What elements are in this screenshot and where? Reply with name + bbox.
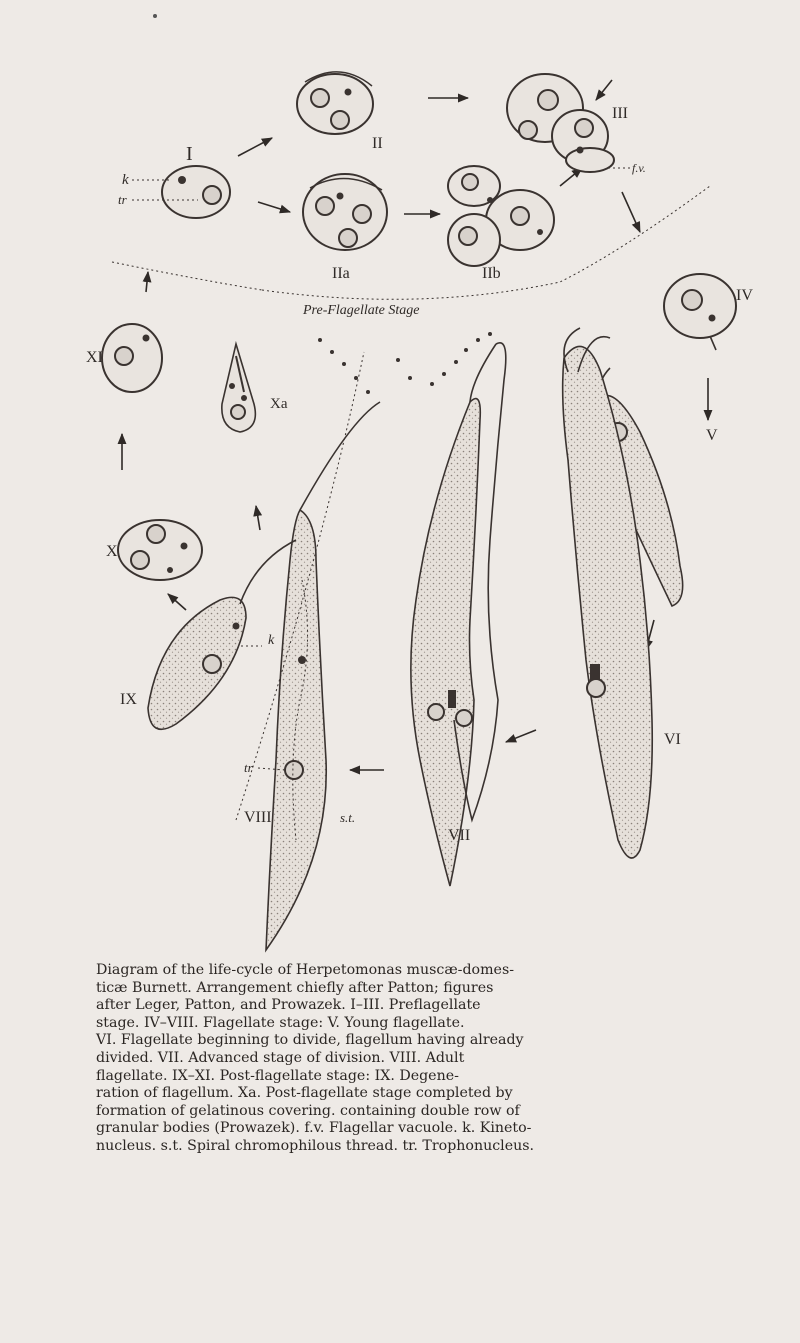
stage-iv-cell <box>664 274 736 350</box>
caption-line: Diagram of the life-cycle of Herpetomonas muscæ-domes- <box>96 962 515 978</box>
label-iii: III <box>612 105 628 122</box>
label-k-mid: k <box>268 633 275 648</box>
label-pre-flagellate: Pre-Flagellate Stage <box>303 303 420 318</box>
label-st: s.t. <box>340 810 356 825</box>
caption-line: nucleus. s.t. Spiral chromophilous thread. tr. Trophonucleus. <box>96 1137 535 1154</box>
caption-line: ticæ Burnett. Arrangement chiefly after Patton; figures <box>96 979 494 996</box>
stage-vii-flagellate <box>411 343 506 886</box>
stage-xi-cell <box>102 324 162 392</box>
caption-line: flagellate. IX–XI. Post-flagellate stage: IX. Degene- <box>96 1067 459 1084</box>
label-ii: II <box>372 135 383 152</box>
label-iv: IV <box>736 287 753 304</box>
label-viii: VIII <box>244 809 272 826</box>
label-vii: VII <box>448 827 471 844</box>
stage-iii-cell <box>507 74 614 172</box>
stage-iia-cell <box>303 174 387 250</box>
label-iib: IIb <box>482 265 501 282</box>
stage-xa-cell <box>222 344 256 432</box>
caption-line: stage. IV–VIII. Flagellate stage: V. Young flagellate. <box>96 1014 465 1031</box>
label-v: V <box>706 427 718 444</box>
caption-line: after Leger, Patton, and Prowazek. I–III. Preflagellate <box>96 997 481 1014</box>
stage-i-cell <box>162 166 230 218</box>
stage-ii-cell <box>297 72 373 134</box>
stage-vi-flagellate <box>563 328 653 858</box>
stage-x-cell <box>118 520 202 580</box>
figure-caption <box>96 962 736 1156</box>
label-xi: XI <box>86 349 103 366</box>
label-xa: Xa <box>270 396 288 412</box>
caption-line: granular bodies (Prowazek). f.v. Flagellar vacuole. k. Kineto- <box>96 1120 532 1137</box>
caption-line: VI. Flagellate beginning to divide, flagellum having already <box>96 1032 524 1049</box>
stage-viii-flagellate <box>266 402 380 950</box>
label-vi: VI <box>664 731 681 748</box>
label-ix: IX <box>120 691 137 708</box>
label-tr-mid: tr <box>244 760 253 775</box>
caption-line: formation of gelatinous covering. containing double row of <box>96 1102 520 1119</box>
label-x: X <box>106 543 118 560</box>
granules <box>318 332 492 394</box>
label-k-top: k <box>122 172 129 188</box>
caption-line: divided. VII. Advanced stage of division. VIII. Adult <box>96 1049 465 1066</box>
label-tr-top: tr <box>118 192 127 207</box>
label-iia: IIa <box>332 265 350 282</box>
stage-iib-cell <box>448 166 554 266</box>
label-fv: f.v. <box>632 161 646 175</box>
caption-line: ration of flagellum. Xa. Post-flagellate stage completed by <box>96 1085 513 1102</box>
label-i: I <box>186 143 193 165</box>
